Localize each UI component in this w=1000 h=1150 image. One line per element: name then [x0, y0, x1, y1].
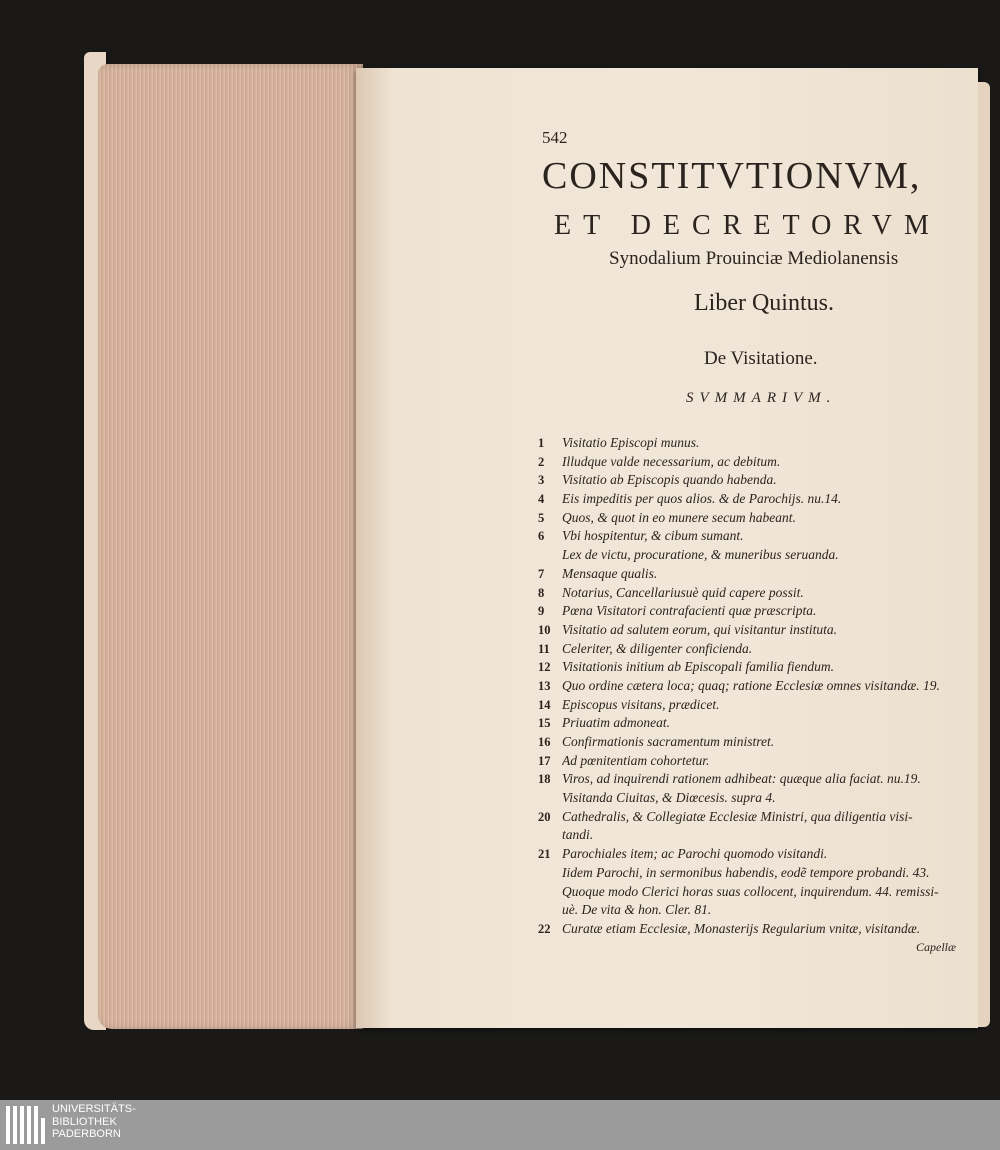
- summary-list: [538, 434, 968, 939]
- summary-item-number: 15: [538, 716, 551, 731]
- summary-item-number: 21: [538, 847, 551, 862]
- summary-item-text: Notarius, Cancellariusuè quid capere possit.: [562, 584, 804, 600]
- summary-item-number: 13: [538, 678, 551, 693]
- summary-item-number: 5: [538, 510, 545, 525]
- summary-item: [538, 826, 968, 845]
- summary-item-number: 2: [538, 454, 545, 469]
- summary-item: [538, 621, 968, 640]
- subtitle: Synodalium Prouinciæ Mediolanensis: [609, 248, 899, 269]
- summary-item-text: Lex de victu, procuratione, & muneribus seruanda.: [562, 547, 839, 563]
- summary-item: [538, 602, 968, 621]
- summary-item: [538, 434, 968, 453]
- summary-item: [538, 789, 968, 808]
- title-line-2: ET DECRETORVM: [554, 210, 941, 241]
- summary-item: [538, 490, 968, 509]
- summary-item: [538, 509, 968, 528]
- summary-item: [538, 584, 968, 603]
- summary-item-number: 12: [538, 660, 551, 675]
- summary-item: [538, 696, 968, 715]
- summary-item-text: Priuatim admoneat.: [562, 715, 670, 731]
- summary-item-number: [538, 864, 562, 883]
- summary-heading: SVMMARIVM.: [686, 390, 837, 406]
- summary-item-number: [538, 826, 562, 845]
- summary-item: [538, 752, 968, 771]
- library-name: [52, 1103, 136, 1141]
- title-line-1: CONSTITVTIONVM,: [542, 155, 922, 197]
- summary-item-number: 17: [538, 753, 551, 768]
- summary-item-text: Cathedralis, & Collegiatæ Ecclesiæ Ministri, qua diligentia visi-: [562, 808, 913, 824]
- summary-item-number: [538, 883, 562, 902]
- summary-item: [538, 845, 968, 864]
- summary-item: [538, 714, 968, 733]
- summary-item-text: tandi.: [562, 827, 594, 843]
- summary-item-number: 7: [538, 566, 545, 581]
- summary-item-text: Episcopus visitans, prædicet.: [562, 696, 720, 712]
- library-name-line: UNIVERSITÄTS-: [52, 1103, 136, 1115]
- book-page: [356, 68, 978, 1028]
- summary-item-number: 18: [538, 772, 551, 787]
- catchword: Capellæ: [916, 940, 957, 954]
- summary-item-text: Celeriter, & diligenter conficienda.: [562, 640, 753, 656]
- library-name-line: PADERBORN: [52, 1128, 121, 1140]
- summary-item-text: uè. De vita & hon. Cler. 81.: [562, 902, 712, 918]
- summary-item-number: 10: [538, 622, 551, 637]
- page-fore-edge: [98, 64, 363, 1029]
- summary-item: [538, 901, 968, 920]
- summary-item-number: [538, 546, 562, 565]
- footer-bar: [0, 1100, 1000, 1150]
- summary-item: [538, 808, 968, 827]
- summary-item: [538, 883, 968, 902]
- summary-item-text: Viros, ad inquirendi rationem adhibeat: quæque alia faciat. nu.19.: [562, 771, 921, 787]
- summary-item: [538, 920, 968, 939]
- summary-item-text: Vbi hospitentur, & cibum sumant.: [562, 528, 744, 544]
- summary-item-number: [538, 901, 562, 920]
- summary-item-text: Visitatio ad salutem eorum, qui visitantur instituta.: [562, 621, 838, 637]
- summary-item-text: Mensaque qualis.: [562, 565, 658, 581]
- summary-item-number: 22: [538, 921, 551, 936]
- summary-item: [538, 565, 968, 584]
- summary-item-text: Illudque valde necessarium, ac debitum.: [562, 453, 781, 469]
- summary-item: [538, 864, 968, 883]
- summary-item-number: 14: [538, 697, 551, 712]
- summary-item-number: 3: [538, 473, 545, 488]
- summary-item-text: Quos, & quot in eo munere secum habeant.: [562, 509, 796, 525]
- summary-item-number: [538, 789, 562, 808]
- summary-item-number: 6: [538, 529, 545, 544]
- summary-item-number: 16: [538, 735, 551, 749]
- back-pages-edge: [978, 82, 990, 1027]
- summary-item: [538, 453, 968, 472]
- summary-item-text: Curatæ etiam Ecclesiæ, Monasterijs Regularium vnitæ, visitandæ.: [562, 920, 921, 936]
- summary-item: [538, 640, 968, 659]
- summary-item-text: Quo ordine cætera loca; quaq; ratione Ecclesiæ omnes visitandæ. 19.: [562, 677, 940, 693]
- summary-item-number: 9: [538, 604, 545, 619]
- summary-item-text: Visitatio ab Episcopis quando habenda.: [562, 472, 777, 488]
- summary-item: [538, 471, 968, 490]
- summary-item-text: Pœna Visitatori contrafacienti quæ præscripta.: [562, 603, 817, 619]
- summary-item: [538, 770, 968, 789]
- summary-item-text: Visitationis initium ab Episcopali familia fiendum.: [562, 659, 834, 675]
- summary-item-number: 20: [538, 809, 551, 824]
- summary-item-number: 11: [538, 641, 550, 656]
- section-heading: De Visitatione.: [704, 348, 818, 369]
- summary-item: [538, 527, 968, 546]
- summary-item-text: Iidem Parochi, in sermonibus habendis, eodẽ tempore probandi. 43.: [562, 864, 930, 880]
- summary-item: [538, 733, 968, 752]
- summary-item-text: Confirmationis sacramentum ministret.: [562, 734, 775, 749]
- summary-item: [538, 658, 968, 677]
- summary-item-number: 4: [538, 492, 545, 507]
- summary-item-text: Visitanda Ciuitas, & Diœcesis. supra 4.: [562, 790, 776, 806]
- open-book: [88, 52, 993, 1032]
- summary-item-number: 1: [538, 436, 545, 450]
- summary-item-text: Parochiales item; ac Parochi quomodo visitandi.: [562, 846, 828, 862]
- summary-item-text: Eis impeditis per quos alios. & de Parochijs. nu.14.: [562, 491, 842, 507]
- library-logo-icon: [6, 1106, 46, 1144]
- summary-item-text: Visitatio Episcopi munus.: [562, 435, 700, 450]
- summary-item-text: Quoque modo Clerici horas suas collocent, inquirendum. 44. remissi-: [562, 883, 939, 899]
- library-name-line: BIBLIOTHEK: [52, 1115, 117, 1128]
- summary-item: [538, 546, 968, 565]
- summary-item-number: 8: [538, 585, 545, 600]
- book-heading: Liber Quintus.: [694, 290, 834, 316]
- page-number: 542: [542, 128, 568, 147]
- summary-item-text: Ad pœnitentiam cohortetur.: [562, 752, 710, 768]
- summary-item: [538, 677, 968, 696]
- page-text: [356, 68, 978, 1028]
